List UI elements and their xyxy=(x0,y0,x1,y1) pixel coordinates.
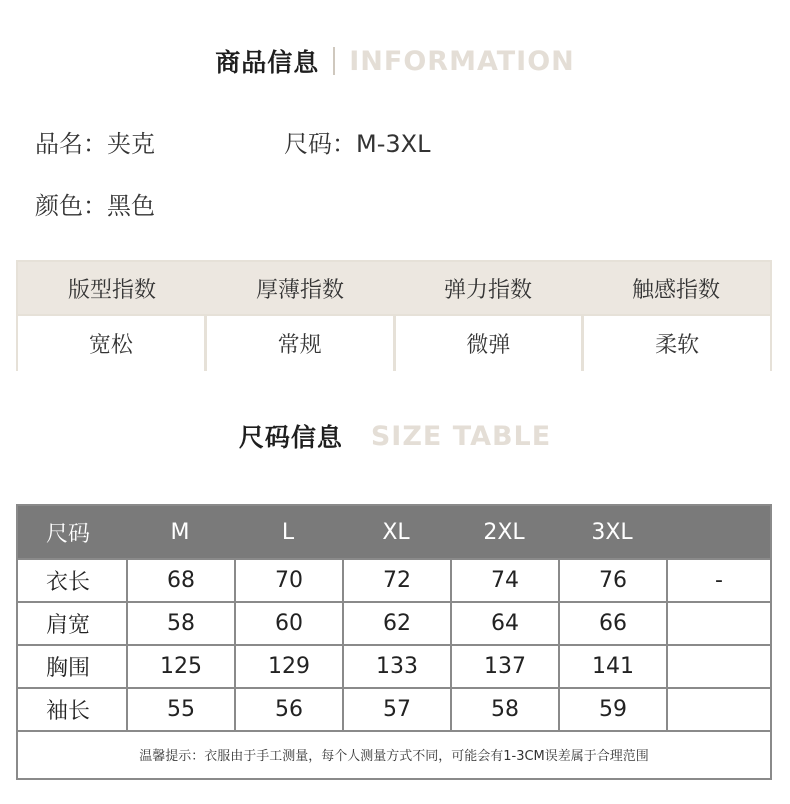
attribute-value-cell: 柔软 xyxy=(581,316,770,371)
measure-value xyxy=(666,646,770,687)
size-table-header xyxy=(18,506,770,558)
size-section-title xyxy=(0,416,790,456)
info-section-title xyxy=(0,41,790,81)
attribute-value-cell: 宽松 xyxy=(88,333,133,358)
measure-label: 袖长 xyxy=(46,699,91,724)
info-title-cn: 商品信息 xyxy=(215,48,320,77)
measure-value xyxy=(666,603,770,644)
measure-value: 60 xyxy=(234,603,342,644)
size-header-cell: M xyxy=(170,519,190,545)
measure-value xyxy=(666,689,770,730)
measure-value: 133 xyxy=(342,646,450,687)
measure-value: 58 xyxy=(126,603,234,644)
product-name: 品名：夹克 xyxy=(35,130,155,158)
attribute-header-row xyxy=(18,262,770,314)
measure-value: 56 xyxy=(234,689,342,730)
measure-value: 72 xyxy=(342,560,450,601)
table-row xyxy=(18,687,770,730)
measure-value: - xyxy=(666,560,770,601)
measurement-note: 温馨提示：衣服由于手工测量，每个人测量方式不同，可能会有1-3CM误差属于合理范围 xyxy=(18,730,770,776)
table-row xyxy=(18,601,770,644)
measure-value: 58 xyxy=(450,689,558,730)
measure-value: 55 xyxy=(126,689,234,730)
size-header-cell xyxy=(666,506,770,558)
measure-value: 137 xyxy=(450,646,558,687)
attribute-value-cell: 微弹 xyxy=(393,316,582,371)
table-row xyxy=(18,644,770,687)
table-row xyxy=(18,558,770,601)
measure-value: 129 xyxy=(234,646,342,687)
measure-value: 125 xyxy=(126,646,234,687)
product-color: 颜色：黑色 xyxy=(35,192,155,220)
attribute-header-cell: 厚薄指数 xyxy=(255,277,344,303)
attribute-table xyxy=(16,260,772,371)
measure-value: 68 xyxy=(126,560,234,601)
measure-value: 66 xyxy=(558,603,666,644)
size-header-cell: XL xyxy=(382,519,410,545)
measure-value: 74 xyxy=(450,560,558,601)
size-title-en: SIZE TABLE xyxy=(370,420,552,452)
measure-value: 62 xyxy=(342,603,450,644)
measure-value: 141 xyxy=(558,646,666,687)
attribute-value-cell: 常规 xyxy=(204,316,393,371)
size-header-cell: 2XL xyxy=(483,519,525,545)
measure-value: 59 xyxy=(558,689,666,730)
measure-value: 57 xyxy=(342,689,450,730)
measure-value: 76 xyxy=(558,560,666,601)
attribute-header-cell: 版型指数 xyxy=(67,277,156,303)
attribute-header-cell: 触感指数 xyxy=(631,277,720,303)
size-header-cell: 3XL xyxy=(591,519,633,545)
product-size-range: 尺码：M-3XL xyxy=(284,130,431,158)
measure-label: 衣长 xyxy=(46,570,91,595)
measure-value: 70 xyxy=(234,560,342,601)
measure-label: 胸围 xyxy=(46,656,91,681)
size-header-cell: L xyxy=(281,519,295,545)
attribute-value-row xyxy=(18,314,770,371)
size-title-cn: 尺码信息 xyxy=(238,423,343,452)
info-title-en: INFORMATION xyxy=(349,45,575,77)
size-table xyxy=(16,504,772,780)
title-divider xyxy=(333,47,335,75)
measure-value: 64 xyxy=(450,603,558,644)
size-header-cell: 尺码 xyxy=(46,521,91,547)
attribute-header-cell: 弹力指数 xyxy=(443,277,532,303)
measure-label: 肩宽 xyxy=(46,613,91,638)
